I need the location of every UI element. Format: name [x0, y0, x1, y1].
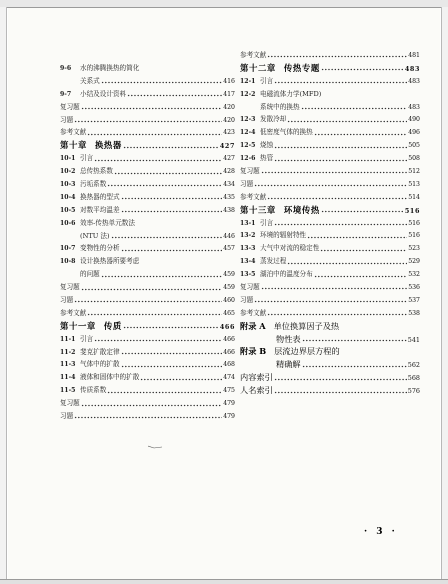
toc-section-number: 11-3 [60, 361, 76, 369]
toc-page-number: 479 [223, 400, 235, 408]
toc-leader-dots [121, 348, 223, 356]
toc-page-number: 538 [408, 309, 420, 317]
toc-entry [240, 229, 420, 242]
toc-entry-title: 参考文献 [240, 192, 267, 201]
toc-entry [60, 191, 235, 204]
toc-leader-dots [320, 245, 407, 253]
toc-entry-title: 设计换热器所要考虑 [80, 257, 140, 266]
toc-leader-dots [81, 400, 222, 408]
toc-page-number: 576 [407, 387, 420, 396]
toc-entry-title: 换热器的型式 [80, 192, 120, 201]
toc-page-number: 459 [223, 271, 235, 279]
toc-entry [240, 88, 420, 101]
toc-entry [60, 178, 235, 191]
toc-leader-dots [254, 296, 407, 304]
toc-section-number: 13-2 [240, 232, 256, 240]
toc-leader-dots [274, 155, 407, 163]
toc-entry [60, 320, 235, 333]
toc-leader-dots [302, 361, 407, 369]
toc-page-number: 532 [408, 271, 420, 279]
toc-page-number: 427 [223, 155, 235, 163]
toc-page-number: 475 [223, 387, 235, 395]
toc-leader-dots [101, 271, 222, 279]
toc-entry-title: 物性表 [276, 333, 301, 344]
toc-entry-title: 蒸发过程 [260, 257, 287, 266]
toc-section-number: 13-4 [240, 258, 256, 266]
toc-entry-title: 电磁流体力学(MFD) [260, 89, 322, 98]
toc-entry [60, 88, 235, 101]
toc-page-number: 481 [408, 52, 420, 59]
toc-right-column [240, 49, 420, 397]
toc-leader-dots [87, 129, 222, 137]
toc-leader-dots [94, 335, 222, 343]
toc-entry [60, 165, 235, 178]
toc-page-number: 529 [408, 258, 420, 266]
toc-entry-title: 复习题 [60, 283, 80, 292]
toc-leader-dots [307, 232, 407, 240]
toc-leader-dots [301, 103, 408, 111]
toc-entry [60, 255, 235, 268]
toc-entry-title: 烧蚀 [260, 141, 274, 150]
toc-entry [240, 178, 420, 191]
toc-entry [60, 333, 235, 346]
toc-page-number: 416 [223, 77, 235, 85]
toc-entry [60, 101, 235, 114]
toc-entry-title: 复习题 [60, 102, 80, 111]
toc-section-number: 12-6 [240, 155, 256, 163]
toc-entry-title: 传质系数 [80, 386, 107, 395]
toc-section-number: 10-3 [60, 181, 76, 189]
toc-section-number: 11-1 [60, 335, 76, 343]
toc-left-column [60, 62, 235, 423]
toc-entry-title: 单位换算因子及热 [273, 320, 340, 331]
toc-entry [60, 346, 235, 359]
toc-page-number: 541 [407, 335, 420, 344]
toc-leader-dots [267, 193, 407, 201]
toc-entry-title: 污垢系数 [80, 180, 107, 189]
toc-section-number: 第十三章 [240, 204, 276, 215]
toc-section-number: 12-1 [240, 77, 256, 85]
toc-section-number: 13-1 [240, 219, 256, 227]
toc-page-number: 466 [223, 348, 235, 356]
toc-entry [240, 165, 420, 178]
toc-entry [60, 204, 235, 217]
toc-leader-dots [121, 206, 223, 214]
toc-section-number: 12-4 [240, 129, 256, 137]
toc-section-number: 第十二章 [240, 62, 276, 73]
toc-entry-title: 变物性的分析 [80, 244, 120, 253]
toc-leader-dots [321, 206, 404, 214]
toc-leader-dots [274, 374, 407, 382]
toc-leader-dots [81, 103, 222, 111]
toc-entry-title: 复习题 [240, 167, 260, 176]
toc-section-number: 10-1 [60, 155, 76, 163]
toc-page-number: 420 [223, 116, 235, 124]
toc-leader-dots [274, 219, 407, 227]
toc-entry [240, 126, 420, 139]
toc-leader-dots [81, 284, 222, 292]
toc-entry-title: 引言 [260, 218, 274, 227]
toc-entry-title: 引言 [80, 334, 94, 343]
toc-leader-dots [87, 309, 222, 317]
viewer-right-border [441, 7, 448, 584]
toc-page-number: 513 [408, 180, 420, 188]
toc-leader-dots [302, 335, 407, 343]
toc-leader-dots [121, 193, 223, 201]
toc-section-number: 附录 B [240, 346, 267, 357]
toc-section-number: 10-8 [60, 258, 76, 266]
toc-entry [60, 371, 235, 384]
toc-entry-title: 习题 [240, 295, 254, 304]
toc-entry-title: 关系式 [80, 76, 100, 85]
toc-page-number: 438 [223, 206, 235, 214]
toc-entry-title: 复习题 [240, 283, 260, 292]
toc-entry-title: 参考文献 [240, 308, 267, 317]
toc-leader-dots [107, 387, 222, 395]
toc-page-number: 516 [408, 232, 420, 240]
toc-entry [240, 217, 420, 230]
toc-leader-dots [74, 412, 222, 420]
toc-section-number: 附录 A [240, 320, 266, 331]
toc-page-number: 466 [219, 322, 235, 331]
toc-entry [60, 410, 235, 423]
toc-section-number: 12-2 [240, 90, 256, 98]
toc-page-number: 483 [408, 103, 420, 111]
toc-leader-dots [114, 168, 222, 176]
toc-page-number: 490 [408, 116, 420, 124]
toc-leader-dots [74, 296, 222, 304]
toc-entry-title: 对数平均温差 [80, 205, 120, 214]
toc-section-number: 第十一章 [60, 320, 96, 331]
toc-entry-title: 湖泊中的温度分布 [260, 270, 313, 279]
toc-entry-title: 习题 [60, 115, 74, 124]
toc-section-number: 12-3 [240, 116, 256, 124]
toc-leader-dots [101, 77, 222, 85]
toc-section-number: 11-2 [60, 348, 76, 356]
toc-page-number: 496 [408, 129, 420, 137]
toc-leader-dots [107, 180, 222, 188]
toc-entry [60, 384, 235, 397]
toc-entry [60, 268, 235, 281]
toc-entry-title: 引言 [80, 154, 94, 163]
toc-section-number: 10-4 [60, 193, 76, 201]
toc-section-number: 12-5 [240, 142, 256, 150]
toc-entry-title: 参考文献 [60, 128, 87, 137]
toc-leader-dots [314, 271, 407, 279]
toc-entry-title: 精确解 [276, 359, 301, 370]
toc-entry-title: 低密度气体的换热 [260, 128, 313, 137]
toc-entry-title: 传热专题 [283, 62, 320, 73]
toc-section-number: 9-6 [60, 65, 72, 72]
toc-entry-title: 内容索引 [240, 372, 273, 383]
toc-entry-title: 环境的辐射特性 [260, 231, 307, 240]
toc-entry [240, 345, 420, 358]
toc-leader-dots [261, 283, 407, 291]
toc-entry-title: 总传热系数 [80, 167, 113, 176]
toc-page-number: 466 [223, 335, 235, 343]
viewer-top-border [0, 0, 448, 8]
toc-page-number: 465 [223, 309, 235, 317]
toc-entry [240, 49, 420, 62]
toc-entry-title: 习题 [60, 296, 74, 305]
toc-leader-dots [74, 116, 222, 124]
toc-section-number: 11-4 [60, 374, 76, 382]
toc-entry [60, 139, 235, 152]
toc-entry-title: 习题 [240, 179, 254, 188]
toc-entry [240, 75, 420, 88]
toc-entry-title: 人名索引 [240, 385, 273, 396]
toc-entry [240, 255, 420, 268]
toc-page-number: 446 [223, 232, 235, 240]
toc-entry-title: 系统中的换热 [260, 102, 300, 111]
toc-entry [240, 320, 420, 333]
toc-entry [60, 152, 235, 165]
toc-entry [60, 217, 235, 230]
toc-page-number: 523 [408, 245, 420, 253]
toc-entry [60, 358, 235, 371]
viewer-bottom-border [0, 579, 448, 584]
toc-entry [240, 191, 420, 204]
toc-page-number: 508 [408, 155, 420, 163]
toc-section-number: 10-7 [60, 245, 76, 253]
toc-section-number: 10-5 [60, 206, 76, 214]
toc-section-number: 10-6 [60, 219, 76, 227]
toc-leader-dots [140, 374, 222, 382]
toc-page-number: 483 [404, 64, 420, 73]
toc-entry [60, 294, 235, 307]
toc-leader-dots [121, 245, 223, 253]
toc-entry [240, 62, 420, 75]
toc-entry [240, 242, 420, 255]
toc-page-number: 479 [223, 413, 235, 421]
toc-page-number: 516 [404, 206, 420, 215]
toc-section-number: 11-5 [60, 387, 76, 395]
toc-page-number: 423 [223, 129, 235, 137]
toc-page-number: 457 [223, 245, 235, 253]
page-number: · 3 · [364, 527, 398, 537]
toc-page-number: 512 [408, 168, 420, 176]
toc-section-number: 13-3 [240, 245, 256, 253]
toc-leader-dots [287, 116, 407, 124]
toc-entry [60, 281, 235, 294]
toc-page-number: 435 [223, 193, 235, 201]
toc-entry [240, 152, 420, 165]
toc-entry-title: 习题 [60, 412, 74, 421]
toc-leader-dots [94, 155, 222, 163]
toc-leader-dots [274, 77, 407, 85]
toc-entry-title: 大气中对流的稳定性 [260, 244, 320, 253]
toc-entry-title: 斐克扩散定律 [80, 347, 120, 356]
toc-entry-title: 参考文献 [240, 51, 267, 59]
toc-leader-dots [127, 90, 222, 98]
toc-entry-title: 液体和固体中的扩散 [80, 373, 140, 382]
toc-page-number: 516 [408, 219, 420, 227]
toc-section-number: 第十章 [60, 140, 87, 151]
toc-leader-dots [267, 309, 407, 317]
toc-leader-dots [111, 232, 223, 240]
toc-entry [240, 307, 420, 320]
toc-entry-title: 热管 [260, 154, 274, 163]
toc-entry [240, 333, 420, 346]
toc-page-number: 474 [223, 374, 235, 382]
toc-page-number: 427 [219, 142, 235, 151]
toc-entry-title: 层流边界层方程的 [274, 346, 340, 357]
toc-entry [60, 307, 235, 320]
toc-page-number: 537 [408, 296, 420, 304]
toc-leader-dots [287, 258, 407, 266]
toc-entry-title: 环境传热 [283, 204, 320, 215]
print-smudge [148, 445, 162, 449]
toc-entry-title: 参考文献 [60, 308, 87, 317]
toc-page-number: 417 [223, 90, 235, 98]
toc-leader-dots [123, 142, 219, 150]
toc-leader-dots [321, 64, 404, 72]
toc-entry-title: 引言 [260, 76, 274, 85]
toc-entry-title: 的问题 [80, 270, 100, 279]
toc-entry [60, 75, 235, 88]
toc-page-number: 505 [408, 142, 420, 150]
toc-page-number: 420 [223, 103, 235, 111]
toc-page-number: 562 [407, 361, 420, 370]
toc-page-number: 460 [223, 297, 235, 305]
toc-entry [60, 230, 235, 243]
toc-entry-title: 传质 [103, 320, 122, 331]
toc-entry [240, 268, 420, 281]
toc-entry [240, 294, 420, 307]
toc-leader-dots [121, 361, 223, 369]
toc-entry [240, 113, 420, 126]
toc-page-number: 536 [408, 284, 420, 292]
toc-entry [240, 281, 420, 294]
toc-entry [60, 242, 235, 255]
toc-entry-title: 水的沸腾换热的简化 [80, 64, 140, 72]
toc-leader-dots [123, 322, 219, 330]
toc-entry-title: 气体中的扩散 [80, 360, 120, 369]
toc-entry [240, 204, 420, 217]
toc-page-number: 459 [223, 284, 235, 292]
toc-entry-title: (NTU 法) [80, 231, 110, 240]
toc-entry [240, 358, 420, 371]
toc-page-number: 568 [407, 374, 420, 383]
toc-page-number: 514 [408, 193, 420, 201]
toc-leader-dots [267, 51, 407, 59]
toc-entry [240, 139, 420, 152]
viewer-left-border [0, 7, 7, 584]
toc-page-number: 483 [408, 77, 420, 85]
toc-page-number: 434 [223, 181, 235, 189]
toc-entry-title: 小结及设计资料 [80, 89, 127, 98]
toc-leader-dots [274, 387, 407, 395]
toc-section-number: 13-5 [240, 271, 256, 279]
toc-section-number: 9-7 [60, 90, 72, 98]
toc-entry [240, 371, 420, 384]
toc-leader-dots [261, 167, 407, 175]
toc-entry [60, 114, 235, 127]
toc-leader-dots [254, 180, 407, 188]
toc-entry [60, 397, 235, 410]
toc-leader-dots [314, 129, 407, 137]
toc-entry [240, 384, 420, 397]
toc-entry-title: 发散冷却 [260, 115, 287, 124]
toc-entry [240, 101, 420, 114]
toc-entry [60, 126, 235, 139]
toc-entry-title: 效率-传热单元数法 [80, 218, 135, 227]
toc-page-number: 468 [223, 361, 235, 369]
toc-leader-dots [274, 142, 407, 150]
document-page [8, 8, 440, 580]
toc-entry-title: 换热器 [94, 140, 122, 151]
toc-section-number: 10-2 [60, 168, 76, 176]
toc-page-number: 428 [223, 168, 235, 176]
toc-entry-title: 复习题 [60, 399, 80, 408]
toc-entry [60, 62, 235, 75]
